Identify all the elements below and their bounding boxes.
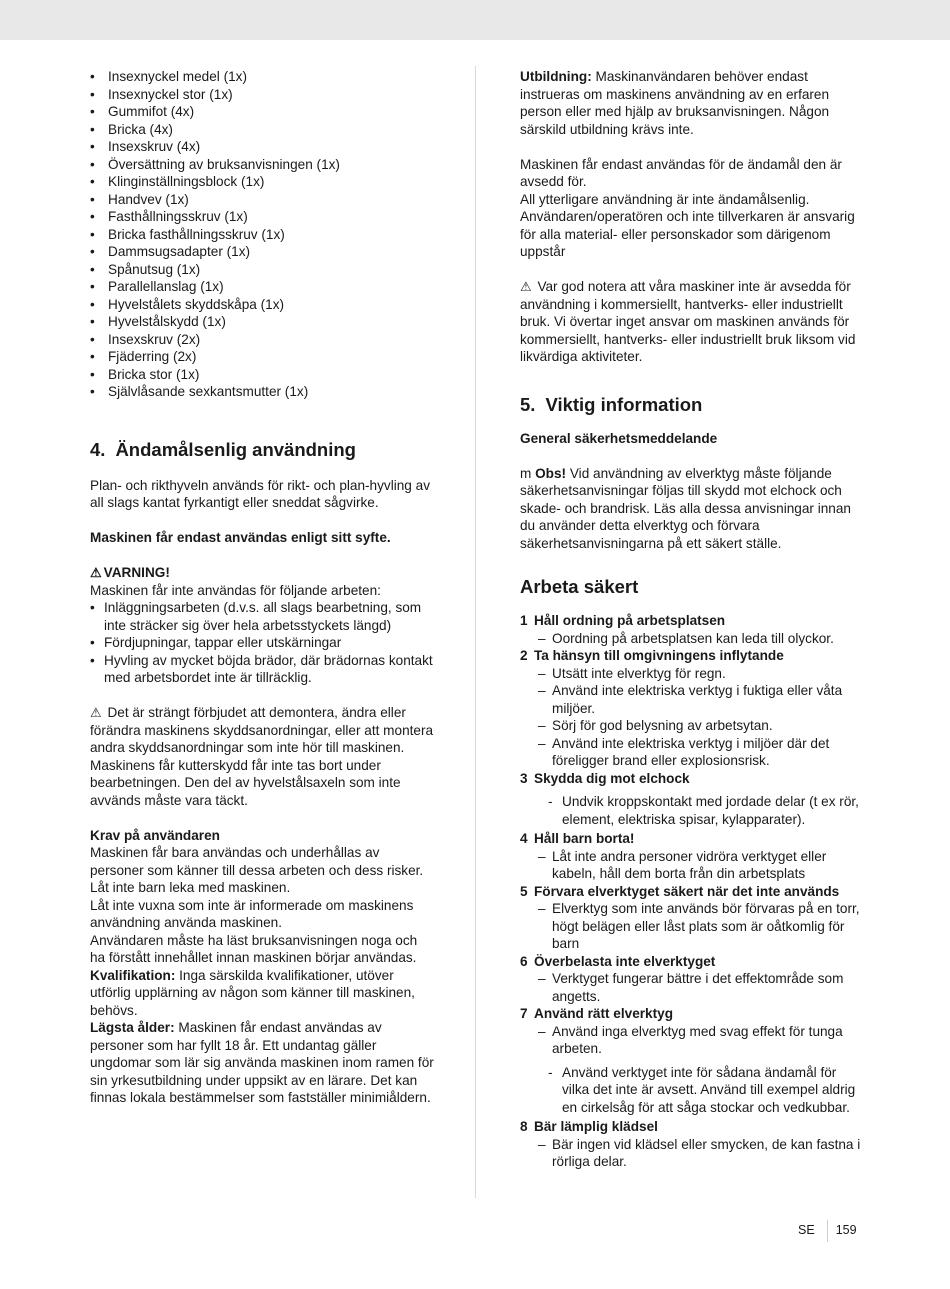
safety-rule-number: 5 (520, 883, 528, 899)
parts-list-item: • Fjäderring (2x) (90, 348, 435, 366)
safety-rule (520, 883, 862, 953)
safety-rule-heading (520, 830, 862, 848)
safety-rule-item: – Låt inte andra personer vidröra verktyget eller kabeln, håll dem borta från din arbetsplats (538, 848, 862, 883)
safety-rule (520, 1005, 862, 1116)
safety-rule-item: – Bär ingen vid klädsel eller smycken, de kan fastna i rörliga delar. (538, 1136, 862, 1171)
safety-rule-item: – Verktyget fungerar bättre i det effektområde som angetts. (538, 970, 862, 1005)
user-requirement-line: Låt inte barn leka med maskinen. (90, 880, 291, 895)
warning-list-item: • Fördjupningar, tappar eller utskärningar (90, 634, 435, 652)
section-4-intro: Plan- och rikthyveln används för rikt- och plan-hyvling av all slags kantat fyrkantigt eller sneddat sågvirke. (90, 477, 431, 510)
left-column (90, 68, 435, 1107)
user-requirements (90, 844, 435, 967)
section-5-title: Viktig information (545, 393, 703, 415)
other-use-text: All ytterligare användning är inte ändamålsenlig. Användaren/operatören och inte tillverkaren är ansvarig för alla material- eller personskador som därigenom uppstår (520, 191, 855, 259)
safety-rule-title: Använd rätt elverktyg (534, 1006, 674, 1021)
safety-rules-list (520, 612, 862, 1171)
warning-list-item: • Inläggningsarbeten (d.v.s. all slags bearbetning, som inte sträcker sig över hela arbetsstyckets längd) (90, 599, 435, 634)
warning-title: ⚠ VARNING! (90, 565, 170, 580)
safety-rule-item: – Använd inte elektriska verktyg i miljöer där det föreligger brand eller explosionsrisk. (538, 735, 862, 770)
parts-list-item: • Bricka stor (1x) (90, 366, 435, 384)
parts-list-item: • Handvev (1x) (90, 191, 435, 209)
parts-list-item: • Parallellanslag (1x) (90, 278, 435, 296)
safety-rule (520, 647, 862, 770)
safety-rule-heading (520, 1118, 862, 1136)
safety-rule-number: 2 (520, 648, 528, 663)
parts-list-item: • Klinginställningsblock (1x) (90, 173, 435, 191)
intended-use-text: Maskinen får endast användas för de ändamål den är avsedd för. (520, 156, 842, 189)
parts-list-item: • Spånutsug (1x) (90, 261, 435, 279)
parts-list-item: • Gummifot (4x) (90, 103, 435, 121)
safety-rule-item: - Undvik kroppskontakt med jordade delar (t ex rör, element, elektriska spisar, kylapparater). (548, 793, 862, 828)
purpose-statement: Maskinen får endast användas enligt sitt syfte. (90, 530, 391, 545)
section-4-number: 4. (90, 438, 106, 460)
safety-rule (520, 612, 862, 647)
safety-rule-items (520, 900, 862, 953)
parts-list-item: • Insexnyckel medel (1x) (90, 68, 435, 86)
user-requirement-line: Låt inte vuxna som inte är informerade om maskinens användning använda maskinen. (90, 897, 414, 930)
safety-rule-number: 1 (520, 613, 528, 628)
prohibition-text: ⚠ Det är strängt förbjudet att demontera, ändra eller förändra maskinens skyddsanordningar, eller att montera andra skyddsanordningar som inte hör till maskinen. (90, 705, 434, 755)
training-paragraph: Utbildning: Maskinanvändaren behöver endast instrueras om maskinens användning av en erfaren person eller med hjälp av bruksanvisningen. Någon särskild utbildning krävs inte. (520, 69, 830, 137)
user-requirements-title: Krav på användaren (90, 827, 220, 843)
safety-rule-title: Ta hänsyn till omgivningens inflytande (534, 648, 784, 663)
right-column (520, 68, 862, 1171)
safety-rule-item: – Elverktyg som inte används bör förvaras på en torr, högt belägen eller låst plats som är oåtkomlig för barn (538, 900, 862, 953)
language-code: SE (798, 1223, 815, 1238)
warning-triangle-icon: ⚠ (90, 705, 102, 720)
parts-list-item: • Bricka fasthållningsskruv (1x) (90, 226, 435, 244)
section-5-heading (520, 394, 862, 416)
safety-rule-title: Överbelasta inte elverktyget (534, 953, 716, 969)
section-5-number: 5. (520, 393, 536, 415)
safety-rule-title: Håll barn borta! (534, 831, 635, 846)
safety-rule-heading (520, 1005, 862, 1023)
safety-rule-items (520, 1023, 862, 1058)
safety-rule-item: – Använd inga elverktyg med svag effekt för tunga arbeten. (538, 1023, 862, 1058)
min-age-paragraph: Lägsta ålder: Maskinen får endast användas av personer som har fyllt 18 år. Ett undantag gäller ungdomar som lär sig använda maskinen inom ramen för sin yrkesutbildning under uppsikt av en lärare. Det kan finnas lokala bestämmelser som fastställer minimiåldern. (90, 1020, 434, 1105)
safety-rule-title: Förvara elverktyget säkert när det inte används (534, 883, 840, 899)
safety-rule-items (520, 970, 862, 1005)
user-requirement-line: Maskinen får bara användas och underhållas av personer som känner till dessa arbeten och dess risker. (90, 845, 424, 878)
parts-list-item: • Insexskruv (2x) (90, 331, 435, 349)
parts-list-item: • Hyvelstålskydd (1x) (90, 313, 435, 331)
qualification-paragraph: Kvalifikation: Inga särskilda kvalifikationer, utöver utförlig upplärning av någon som känner till maskinen, behövs. (90, 967, 415, 1018)
section-4-heading (90, 439, 435, 461)
column-divider (475, 66, 476, 1198)
parts-list-item: • Hyvelstålets skyddskåpa (1x) (90, 296, 435, 314)
safety-rule-item: – Utsätt inte elverktyg för regn. (538, 665, 862, 683)
section-4-title: Ändamålsenlig användning (115, 438, 356, 460)
safety-rule-heading (520, 953, 862, 971)
safety-rule-heading (520, 883, 862, 901)
parts-list-item: • Insexskruv (4x) (90, 138, 435, 156)
safety-rule-title: Håll ordning på arbetsplatsen (534, 613, 726, 628)
safety-rule-number: 8 (520, 1119, 528, 1134)
warning-triangle-icon: ⚠ (520, 279, 532, 294)
parts-list-item: • Dammsugsadapter (1x) (90, 243, 435, 261)
parts-list-item: • Bricka (4x) (90, 121, 435, 139)
safety-rule-number: 7 (520, 1006, 528, 1021)
general-safety-title: General säkerhetsmeddelande (520, 430, 718, 446)
warning-triangle-icon: ⚠ (90, 565, 102, 580)
safety-rule-title: Bär lämplig klädsel (534, 1119, 658, 1134)
safety-rule-heading (520, 647, 862, 665)
safety-rule-items (520, 630, 862, 648)
safety-rule-items (520, 665, 862, 770)
parts-list-item: • Översättning av bruksanvisningen (1x) (90, 156, 435, 174)
top-banner (0, 0, 950, 40)
warning-intro: Maskinen får inte användas för följande arbeten: (90, 582, 381, 598)
work-safe-heading: Arbeta säkert (520, 576, 639, 597)
safety-rule-number: 4 (520, 831, 528, 846)
warning-list (90, 599, 435, 687)
page-number: 159 (835, 1223, 857, 1238)
safety-rule-number: 3 (520, 770, 528, 786)
safety-rule-title: Skydda dig mot elchock (534, 770, 690, 786)
safety-rule (520, 830, 862, 883)
parts-list-item: • Självlåsande sexkantsmutter (1x) (90, 383, 435, 401)
safety-rule-heading (520, 612, 862, 630)
footer-separator (827, 1220, 828, 1242)
safety-rule-items (520, 793, 862, 828)
safety-rule-items (520, 848, 862, 883)
warning-list-item: • Hyvling av mycket böjda brädor, där brädornas kontakt med arbetsbordet inte är tillräcklig. (90, 652, 435, 687)
parts-list-item: • Fasthållningsskruv (1x) (90, 208, 435, 226)
page-footer (798, 1220, 857, 1242)
safety-rule-item: - Använd verktyget inte för sådana ändamål för vilka det inte är avsett. Använd till exempel aldrig en cirkelsåg för att såga stockar och vedkubbar. (548, 1064, 862, 1117)
safety-rule (520, 1118, 862, 1171)
safety-rule-item: – Sörj för god belysning av arbetsytan. (538, 717, 862, 735)
safety-rule-items (520, 1136, 862, 1171)
safety-rule-items (520, 1064, 862, 1117)
parts-list (90, 68, 435, 401)
safety-rule-number: 6 (520, 953, 528, 969)
parts-list-item: • Insexnyckel stor (1x) (90, 86, 435, 104)
safety-rule (520, 770, 862, 829)
safety-rule (520, 953, 862, 1006)
safety-rule-item: – Oordning på arbetsplatsen kan leda till olyckor. (538, 630, 862, 648)
safety-rule-heading (520, 770, 862, 788)
user-requirement-line: Användaren måste ha läst bruksanvisningen noga och ha förstått innehållet innan maskinen börjar användas. (90, 932, 418, 965)
safety-rule-item: – Använd inte elektriska verktyg i fuktiga eller våta miljöer. (538, 682, 862, 717)
cutter-guard-text: Maskinens får kutterskydd får inte tas bort under bearbetningen. Den del av hyvelstålsaxeln som inte avvänds måste vara täckt. (90, 757, 401, 808)
obs-paragraph: m Obs! Vid användning av elverktyg måste följande säkerhetsanvisningar följas till skydd mot elchock och skade- och brandrisk. Läs alla dessa anvisningar innan du använder detta elverktyg och förvara säkerhetsanvisningarna på ett säkert ställe. (520, 465, 851, 551)
commercial-note: ⚠ Var god notera att våra maskiner inte är avsedda för användning i kommersiellt, hantverks- eller industriellt bruk. Vi övertar inget ansvar om maskinen används för kommersiellt, hantverks- eller industriellt bruk liksom vid likvärdiga aktiviteter. (520, 279, 856, 364)
